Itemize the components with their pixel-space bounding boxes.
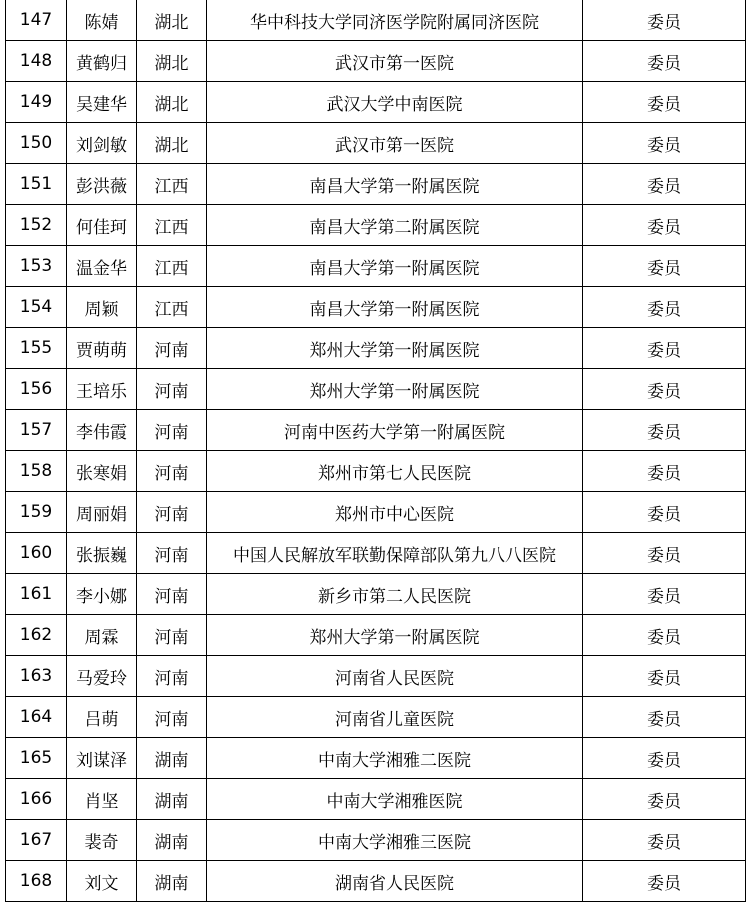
province: 河南: [137, 656, 207, 697]
hospital-name: 武汉市第一医院: [207, 41, 583, 82]
hospital-name: 河南中医药大学第一附属医院: [207, 410, 583, 451]
province: 河南: [137, 410, 207, 451]
member-role: 委员: [583, 492, 746, 533]
row-number: 150: [6, 123, 67, 164]
table-row: [6, 656, 746, 697]
hospital-name: 南昌大学第一附属医院: [207, 287, 583, 328]
province: 河南: [137, 451, 207, 492]
row-number: 162: [6, 615, 67, 656]
row-number: 148: [6, 41, 67, 82]
table-row: [6, 164, 746, 205]
hospital-name: 河南省人民医院: [207, 656, 583, 697]
table-row: [6, 615, 746, 656]
row-number: 147: [6, 0, 67, 41]
row-number: 167: [6, 820, 67, 861]
province: 湖北: [137, 82, 207, 123]
province: 湖南: [137, 861, 207, 902]
table-row: [6, 0, 746, 41]
row-number: 159: [6, 492, 67, 533]
member-role: 委员: [583, 615, 746, 656]
member-name: 吴建华: [67, 82, 137, 123]
member-role: 委员: [583, 820, 746, 861]
member-name: 彭洪薇: [67, 164, 137, 205]
row-number: 158: [6, 451, 67, 492]
member-role: 委员: [583, 205, 746, 246]
member-name: 何佳珂: [67, 205, 137, 246]
table-row: [6, 820, 746, 861]
member-role: 委员: [583, 451, 746, 492]
member-role: 委员: [583, 533, 746, 574]
member-name: 温金华: [67, 246, 137, 287]
table-row: [6, 328, 746, 369]
table-row: [6, 779, 746, 820]
hospital-name: 河南省儿童医院: [207, 697, 583, 738]
hospital-name: 郑州市第七人民医院: [207, 451, 583, 492]
member-name: 肖坚: [67, 779, 137, 820]
hospital-name: 南昌大学第一附属医院: [207, 246, 583, 287]
hospital-name: 武汉大学中南医院: [207, 82, 583, 123]
province: 河南: [137, 615, 207, 656]
member-name: 王培乐: [67, 369, 137, 410]
province: 江西: [137, 164, 207, 205]
province: 湖北: [137, 41, 207, 82]
row-number: 149: [6, 82, 67, 123]
member-role: 委员: [583, 410, 746, 451]
province: 河南: [137, 328, 207, 369]
province: 湖南: [137, 738, 207, 779]
member-role: 委员: [583, 697, 746, 738]
member-table: [5, 0, 746, 902]
hospital-name: 中国人民解放军联勤保障部队第九八八医院: [207, 533, 583, 574]
province: 河南: [137, 369, 207, 410]
province: 江西: [137, 205, 207, 246]
member-name: 张振巍: [67, 533, 137, 574]
row-number: 154: [6, 287, 67, 328]
hospital-name: 郑州大学第一附属医院: [207, 369, 583, 410]
province: 河南: [137, 492, 207, 533]
row-number: 168: [6, 861, 67, 902]
row-number: 166: [6, 779, 67, 820]
table-row: [6, 41, 746, 82]
province: 河南: [137, 697, 207, 738]
member-name: 张寒娟: [67, 451, 137, 492]
table-row: [6, 82, 746, 123]
row-number: 161: [6, 574, 67, 615]
member-name: 周颖: [67, 287, 137, 328]
province: 江西: [137, 287, 207, 328]
member-name: 吕萌: [67, 697, 137, 738]
table-row: [6, 369, 746, 410]
table-row: [6, 533, 746, 574]
member-role: 委员: [583, 0, 746, 41]
table-row: [6, 287, 746, 328]
member-role: 委员: [583, 246, 746, 287]
member-role: 委员: [583, 123, 746, 164]
province: 湖北: [137, 0, 207, 41]
province: 湖北: [137, 123, 207, 164]
table-row: [6, 205, 746, 246]
hospital-name: 华中科技大学同济医学院附属同济医院: [207, 0, 583, 41]
table-row: [6, 410, 746, 451]
member-role: 委员: [583, 164, 746, 205]
province: 河南: [137, 533, 207, 574]
row-number: 155: [6, 328, 67, 369]
member-name: 刘剑敏: [67, 123, 137, 164]
table-row: [6, 123, 746, 164]
table-row: [6, 451, 746, 492]
hospital-name: 中南大学湘雅医院: [207, 779, 583, 820]
member-table-body: [6, 0, 746, 902]
member-role: 委员: [583, 287, 746, 328]
hospital-name: 郑州市中心医院: [207, 492, 583, 533]
member-name: 贾萌萌: [67, 328, 137, 369]
member-role: 委员: [583, 328, 746, 369]
province: 河南: [137, 574, 207, 615]
member-role: 委员: [583, 779, 746, 820]
hospital-name: 中南大学湘雅三医院: [207, 820, 583, 861]
hospital-name: 郑州大学第一附属医院: [207, 615, 583, 656]
member-name: 黄鹤归: [67, 41, 137, 82]
member-name: 刘谋泽: [67, 738, 137, 779]
row-number: 153: [6, 246, 67, 287]
hospital-name: 湖南省人民医院: [207, 861, 583, 902]
hospital-name: 新乡市第二人民医院: [207, 574, 583, 615]
row-number: 164: [6, 697, 67, 738]
row-number: 157: [6, 410, 67, 451]
province: 湖南: [137, 779, 207, 820]
member-role: 委员: [583, 656, 746, 697]
row-number: 163: [6, 656, 67, 697]
province: 江西: [137, 246, 207, 287]
hospital-name: 武汉市第一医院: [207, 123, 583, 164]
member-name: 刘文: [67, 861, 137, 902]
member-role: 委员: [583, 369, 746, 410]
member-role: 委员: [583, 574, 746, 615]
member-name: 裴奇: [67, 820, 137, 861]
member-role: 委员: [583, 41, 746, 82]
hospital-name: 南昌大学第一附属医院: [207, 164, 583, 205]
table-row: [6, 492, 746, 533]
row-number: 156: [6, 369, 67, 410]
table-row: [6, 738, 746, 779]
row-number: 160: [6, 533, 67, 574]
member-name: 周丽娟: [67, 492, 137, 533]
province: 湖南: [137, 820, 207, 861]
hospital-name: 南昌大学第二附属医院: [207, 205, 583, 246]
hospital-name: 郑州大学第一附属医院: [207, 328, 583, 369]
member-name: 陈婧: [67, 0, 137, 41]
table-row: [6, 246, 746, 287]
table-row: [6, 697, 746, 738]
table-row: [6, 861, 746, 902]
member-role: 委员: [583, 738, 746, 779]
member-role: 委员: [583, 861, 746, 902]
row-number: 151: [6, 164, 67, 205]
row-number: 165: [6, 738, 67, 779]
member-name: 马爱玲: [67, 656, 137, 697]
row-number: 152: [6, 205, 67, 246]
member-role: 委员: [583, 82, 746, 123]
member-name: 李小娜: [67, 574, 137, 615]
member-name: 周霖: [67, 615, 137, 656]
member-name: 李伟霞: [67, 410, 137, 451]
table-row: [6, 574, 746, 615]
hospital-name: 中南大学湘雅二医院: [207, 738, 583, 779]
